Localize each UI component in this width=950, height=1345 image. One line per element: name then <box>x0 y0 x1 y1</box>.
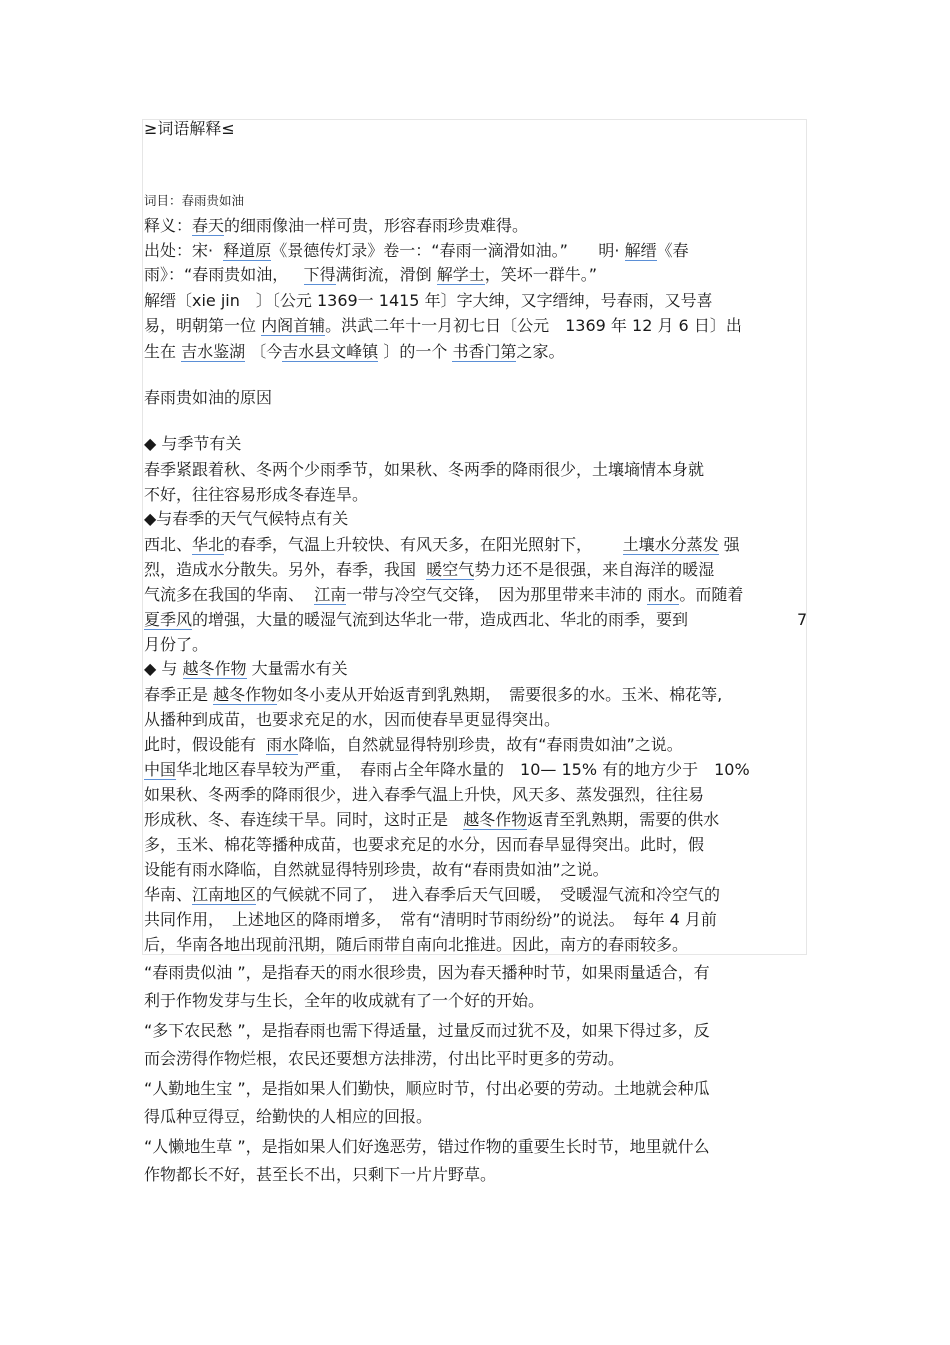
text-span: 明· <box>598 241 620 260</box>
text-span: 西北、 <box>144 535 193 554</box>
text-span: 。而随着 <box>679 585 744 604</box>
text-span: 释义： <box>144 216 193 235</box>
entry-label: 词目：春雨贵如油 <box>144 193 245 208</box>
text-span: 大量需水有关 <box>251 659 348 678</box>
text-line: 不好，往往容易形成冬春连旱。 <box>144 485 369 504</box>
text-span: 此时，假设能有 <box>144 735 257 754</box>
text-span: 气流多在我国的华南、 <box>144 585 305 604</box>
link-xiade[interactable]: 下得 <box>303 265 336 284</box>
text-span: 出处：宋· <box>144 241 214 260</box>
link-jiangnandiqu[interactable]: 江南地区 <box>192 885 257 904</box>
text-line <box>144 559 714 581</box>
text-line: 而会涝得作物烂根，农民还要想方法排涝，付出比平时更多的劳动。 <box>144 1049 625 1068</box>
text-span: 〕的一个 <box>383 342 448 361</box>
link-neigeshoufu[interactable]: 内阁首辅 <box>261 316 326 335</box>
text-span: 的增强，大量的暖湿气流到达华北一带，造成西北、华北的雨季，要到 <box>192 610 689 629</box>
link-yuedongzuowu[interactable]: 越冬作物 <box>213 685 278 704</box>
text-line <box>144 534 740 556</box>
text-line <box>144 734 683 756</box>
link-chuntian[interactable]: 春天 <box>192 216 225 235</box>
link-yuedongzuowu[interactable]: 越冬作物 <box>182 659 247 678</box>
text-line <box>144 584 743 606</box>
text-span: 春季正是 <box>144 685 209 704</box>
text-line: 如果秋、冬两季的降雨很少，进入春季气温上升快，风天多、蒸发强烈，往往易 <box>144 785 705 804</box>
link-xiejin[interactable]: 解缙 <box>624 241 657 260</box>
text-line: 作物都长不好，甚至长不出，只剩下一片片野草。 <box>144 1165 497 1184</box>
text-line: “人勤地生宝 ”，是指如果人们勤快，顺应时节，付出必要的劳动。土地就会种瓜 <box>144 1079 710 1098</box>
text-span: 一带与冷空气交锋， 因为那里带来丰沛的 <box>346 585 643 604</box>
link-wenfengzhen[interactable]: 吉水县文峰镇 <box>282 342 379 361</box>
text-span: 生在 <box>144 342 177 361</box>
link-zhongguo[interactable]: 中国 <box>144 760 177 779</box>
text-span: 的细雨像油一样可贵，形容春雨珍贵难得。 <box>224 216 529 235</box>
link-jishuijianhu[interactable]: 吉水鉴湖 <box>181 342 246 361</box>
link-xiexueshi[interactable]: 解学士 <box>436 265 485 284</box>
text-span: 《春 <box>656 241 689 260</box>
text-line: 利于作物发芽与生长，全年的收成就有了一个好的开始。 <box>144 991 545 1010</box>
text-line <box>144 759 750 781</box>
text-line <box>144 264 597 286</box>
text-span: 华南、 <box>144 885 193 904</box>
text-span: ，笑坏一群牛。” <box>484 265 597 284</box>
text-span: 强 <box>723 535 740 554</box>
text-line: “多下农民愁 ”，是指春雨也需下得适量，过量反而过犹不及，如果下得过多，反 <box>144 1021 710 1040</box>
text-span: 的气候就不同了， 进入春季后天气回暖， 受暖湿气流和冷空气的 <box>256 885 721 904</box>
text-span: 华北地区春旱较为严重， 春雨占全年降水量的 10— 15% 有的地方少于 10% <box>176 760 750 779</box>
text-line: 从播种到成苗，也要求充足的水，因而使春旱更显得突出。 <box>144 710 561 729</box>
text-line <box>144 609 688 631</box>
link-jiangnan[interactable]: 江南 <box>314 585 347 604</box>
text-span: 如冬小麦从开始返青到乳熟期， 需要很多的水。玉米、棉花等, <box>277 685 723 704</box>
text-span: 烈，造成水分散失。另外，春季，我国 <box>144 560 417 579</box>
link-xiajifeng[interactable]: 夏季风 <box>144 610 193 629</box>
text-span: 〔今 <box>250 342 283 361</box>
text-span: 返青至乳熟期，需要的供水 <box>527 810 720 829</box>
section-heading <box>144 658 348 680</box>
text-line: 得瓜种豆得豆，给勤快的人相应的回报。 <box>144 1107 433 1126</box>
text-line: 后，华南各地出现前汛期，随后雨带自南向北推进。因此，南方的春雨较多。 <box>144 935 689 954</box>
page-title: ≥词语解释≤ <box>144 119 235 138</box>
text-line: 春季紧跟着秋、冬两个少雨季节，如果秋、冬两季的降雨很少，土壤墒情本身就 <box>144 460 705 479</box>
text-line: 多，玉米、棉花等播种成苗，也要求充足的水分，因而春旱显得突出。此时，假 <box>144 835 705 854</box>
text-span: 降临，自然就显得特别珍贵，故有“春雨贵如油”之说。 <box>298 735 683 754</box>
text-line: 月份了。 <box>144 635 209 654</box>
text-line: 共同作用， 上述地区的降雨增多， 常有“清明时节雨纷纷”的说法。 每年 4 月前 <box>144 910 717 929</box>
text-span: 形成秋、冬、春连续干旱。同时，这时正是 <box>144 810 449 829</box>
text-line <box>144 884 720 906</box>
link-yushui[interactable]: 雨水 <box>266 735 299 754</box>
text-line: “春雨贵似油 ”，是指春天的雨水很珍贵，因为春天播种时节，如果雨量适合，有 <box>144 963 710 982</box>
text-span: 《景德传灯录》卷一：“春雨一滴滑如油。” <box>271 241 568 260</box>
link-yuedongzuowu[interactable]: 越冬作物 <box>463 810 528 829</box>
text-span: 之家。 <box>516 342 565 361</box>
link-yushui[interactable]: 雨水 <box>647 585 680 604</box>
text-line: 设能有雨水降临，自然就显得特别珍贵，故有“春雨贵如油”之说。 <box>144 860 609 879</box>
link-shidaoyuan[interactable]: 释道原 <box>223 241 272 260</box>
text-span: 满街流，滑倒 <box>335 265 432 284</box>
link-shuxiangmendi[interactable]: 书香门第 <box>452 342 517 361</box>
text-line: 解缙〔xie jin 〕〔公元 1369一 1415 年〕字大绅，又字缙绅，号春雨，又号喜 <box>144 291 713 310</box>
text-line: “人懒地生草 ”，是指如果人们好逸恶劳，错过作物的重要生长时节，地里就什么 <box>144 1137 710 1156</box>
text-line <box>144 809 719 831</box>
text-span: 的春季，气温上升较快、有风天多，在阳光照射下， <box>224 535 593 554</box>
text-line <box>144 315 742 337</box>
section-heading: 春雨贵如油的原因 <box>144 388 273 407</box>
text-span: 势力还不是很强，来自海洋的暖湿 <box>474 560 715 579</box>
link-nuankongqi[interactable]: 暖空气 <box>426 560 475 579</box>
text-line <box>144 240 689 262</box>
text-span: 7 <box>797 610 808 629</box>
text-line <box>144 684 722 706</box>
text-span: 易，明朝第一位 <box>144 316 257 335</box>
section-heading: ◆ 与季节有关 <box>144 434 242 453</box>
section-heading: ◆与春季的天气气候特点有关 <box>144 509 349 528</box>
text-line <box>144 215 528 237</box>
text-span: 雨》：“春雨贵如油， <box>144 265 289 284</box>
link-turangshuifen[interactable]: 土壤水分蒸发 <box>622 535 719 554</box>
text-line <box>144 341 564 363</box>
text-span: 。洪武二年十一月初七日〔公元 1369 年 12 月 6 日〕出 <box>325 316 742 335</box>
text-span: ◆ 与 <box>144 659 178 678</box>
link-huabei[interactable]: 华北 <box>192 535 225 554</box>
